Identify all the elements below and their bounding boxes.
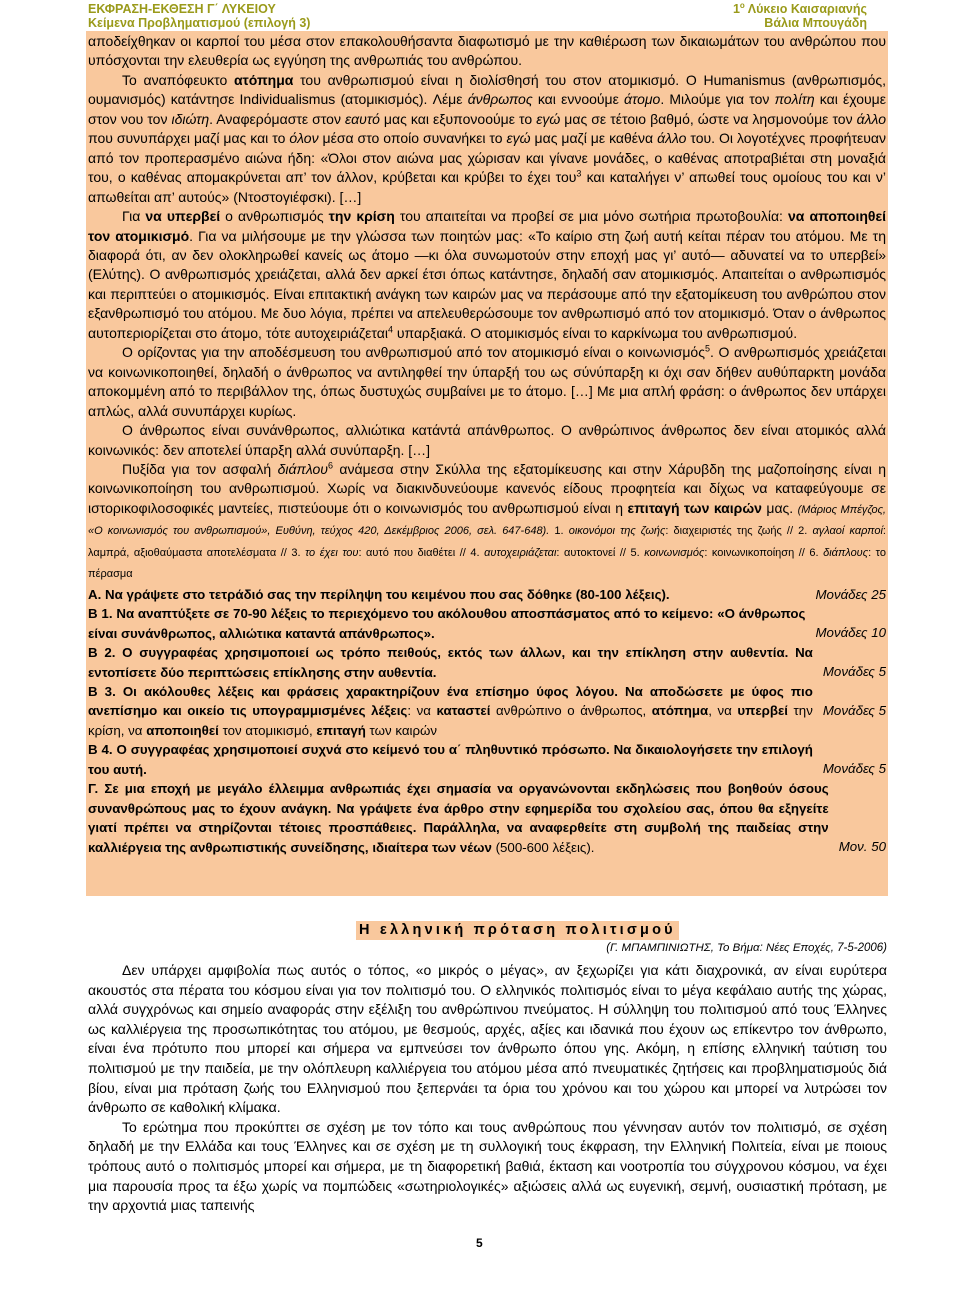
header-school: $1^o$ Λύκειο Καισαριανής xyxy=(732,0,867,16)
paragraph-3: Για να υπερβεί ο ανθρωπισμός την κρίση του απαιτείται να προβεί σε μια μόνο σωτήρια πρωτοβουλία: να αποποιηθεί τον ατομικισμό. Για να μιλήσουμε με την γλώσσα των ποιητών μας: «Το καίριο στη ζωή αυτή κείται πέραν του ατόμου. Με τη διαφορά ότι, αν δεν ολοκληρωθεί κανείς ως άτομο —κι όλα συνωμοτούν στην εποχή μας γι’ αυτό— αδυνατεί να το υπερβεί» (Ελύτης). Ο ανθρωπισμός χρειάζεται, αλλά δεν αρκεί έτσι όπως κατάντησε, δηλαδή σαν ατομικισμός. Απαιτείται ο ανθρωπισμός και περιπτεύει ο ατομικισμός. Είναι επιτακτική ανάγκη των καιρών μας να περάσουμε από την εξατομίκευση του ανθρώπου στον εξανθρωπισμό του ατόμου. Με δυο λόγια, πρέπει να απελευθερώσουμε τον ανθρωπισμό από τον ατομικισμό. Όταν ο άνθρωπος αυτοπεριορίζεται στο άτομο, τότε αυτοχειριάζεται$^4$ υπαρξιακά. Ο ατομικισμός είναι το καρκίνωμα του ανθρωπισμού. xyxy=(88,208,886,341)
article-title: Η ελληνική πρόταση πολιτισμού xyxy=(356,921,679,940)
paragraph-6: Πυξίδα για τον ασφαλή διάπλου$^6$ ανάμεσα στην Σκύλλα της εξατομίκευσης και στην Χάρυβδη της μαζοποίησης είναι η κοινωνικοποίηση του ανθρωπισμού. Χωρίς να διακινδυνεύουμε κανενός είδους προφητεία και δίχως να καταφεύγουμε σε ιστορικοφιλοσοφικές μαντείες, πιστεύουμε ότι ο κοινωνισμός του ανθρωπισμού είναι η επιταγή των καιρών μας. (Μάριος Μπέγζος, «Ο κοινωνισμός του ανθρωπισμού», Ευθύνη, τεύχος 420, Δεκέμβριος 2006, σελ. 647-648). 1. οικονόμοι της ζωής: διαχειριστές της ζωής // 2. αγλαοί καρποί: λαμπρά, αξιοθαύμαστα αποτελέσματα // 3. το έχει του: αυτό που διαθέτει // 4. αυτοχειριάζεται: αυτοκτονεί // 5. κοινωνισμός: κοινωνικοποίηση // 6. διάπλους: το πέρασμα xyxy=(88,460,887,581)
source-citation: (Μάριος Μπέγζος, «Ο κοινωνισμός του ανθρωπισμού», Ευθύνη, τεύχος 420, Δεκέμβριος 2006, σελ. 647-648). xyxy=(88,503,886,538)
article-body xyxy=(88,961,887,1216)
article-paragraph-1: Δεν υπάρχει αμφιβολία πως αυτός ο τόπος, «ο μικρός ο μέγας», αν ξεχωρίζει για κάτι διαχρονικά, αν είναι ευρύτερα ακουστός στα πέρατα του κόσμου είναι για τον πολιτισμό του. Ο ελληνικός πολιτισμός είναι το μέγα κεφάλαιο αυτής της χώρας, αλλά συγχρόνως και σημείο αναφοράς στην εξέλιξη του ανθρώπινου πνεύματος. Η σύλληψη του πολιτισμού από τους Έλληνες ως καλλιέργεια της προσωπικότητας του ατόμου, με θεσμούς, αρχές, αξίες και ιδανικά που έχουν ως επίκεντρο τον άνθρωπο, είναι ένα πρότυπο που μπορεί και σήμερα να εμπνεύσει τον άνθρωπο όπου γης. Ακόμη, η επίσης ελληνική ταύτιση του πολιτισμού με την παιδεία, με την ολόπλευρη καλλιέργεια του ατόμου μέσα από πνευματικές ζητήσεις και προβληματισμούς διά βίου, είναι μια πρόταση ζωής του Ελληνισμού που ξεπερνάει τα όρια του χρόνου και του χώρου και μπορεί να λυτρώσει τον άνθρωπο σε καθολική κλίμακα. xyxy=(88,962,887,1116)
article-paragraph-2: Το ερώτημα που προκύπτει σε σχέση με τον τόπο και τους ανθρώπους που γέννησαν αυτόν τον πολιτισμό, σε σχέση δηλαδή με την Ελλάδα και τους Έλληνες και σε σχέση με τη συλλογική τους έκφραση, την Ελληνική Πολιτεία, είναι με ποιους τρόπους αυτό ο πολιτισμός μπορεί και σήμερα, με τη διαφορετική βαθιά, έκταση και νοοτροπία του σύγχρονου κόσμου, να έχει μια παρουσία προς τα έξω χωρίς να πομπώδεις «σωτηριολογικές» αξιώσεις αλλά ως ευγενική, σεμνή, ουσιαστική πρόταση, με την αρχοντιά μιας ταπεινής xyxy=(88,1118,887,1214)
question-b3: Μονάδες 5 Β 3. Οι ακόλουθες λέξεις και φράσεις χαρακτηρίζουν ένα επίσημο ύφος λόγου. Να αποδώσετε με ύφος πιο ανεπίσημο και οικείο τις υπογραμμισμένες λέξεις: να καταστεί ανθρώπινο ο άνθρωπος, ατόπημα, να υπερβεί την κρίση, να αποποιηθεί τον ατομικισμό, επιταγή των καιρών xyxy=(88,683,886,738)
glossary: 1. οικονόμοι της ζωής: διαχειριστές της ζωής // 2. αγλαοί καρποί: λαμπρά, αξιοθαύμαστα αποτελέσματα // 3. το έχει του: αυτό που διαθέτει // 4. αυτοχειριάζεται: αυτοκτονεί // 5. κοινωνισμός: κοινωνικοποίηση // 6. διάπλους: το πέρασμα xyxy=(88,525,886,581)
paragraph-5: Ο άνθρωπος είναι συνάνθρωπος, αλλιώτικα κατάντά απάνθρωπος. Ο ανθρώπινος άνθρωπος δεν είναι ατομικός αλλά κοινωνικός: δεν αποτελεί ύπαρξη αλλά συνύπαρξη. […] xyxy=(88,422,886,458)
points-b4: Μονάδες 5 xyxy=(822,761,886,777)
points-a: Μονάδες 25 xyxy=(815,586,886,602)
points-g: Μον. 50 xyxy=(838,839,886,855)
text-box xyxy=(86,31,888,896)
points-b3: Μονάδες 5 xyxy=(822,702,886,718)
question-a: Μονάδες 25 Α. Να γράψετε στο τετράδιό σας την περίληψη του κειμένου που σας δόθηκε (80-100 λέξεις). xyxy=(88,585,886,604)
paragraph-2: Το αναπόφευκτο ατόπημα του ανθρωπισμού είναι η διολίσθησή του στον ατομικισμό. Ο Humanismus (ανθρωπισμός, ουμανισμός) κατάντησε Individualismus (ατομικισμός). Λέμε άνθρωπος και εννοούμε άτομο. Μιλούμε για τον πολίτη και έχουμε στον νου τον ιδιώτη. Αναφερόμαστε στον εαυτό μας και εξυπονοούμε το εγώ μας σε τέτοιο βαθμό, ώστε να λησμονούμε τον άλλο που συνυπάρχει μαζί μας και το όλον μέσα στο οποίο συνανήκει το εγώ μας μαζί με καθένα άλλο του. Οι λογοτέχνες προφήτευαν από τον προπερασμένο αιώνα ήδη: «Όλοι στον αιώνα μας χώρισαν και γίνανε μονάδες, ο καθένας αποτραβιέται στη μοναξιά του, ο καθένας απομακρύνεται απ’ τον άλλον, κρύβεται και κρύβει το έχει του$^3$ και καταλήγει ν’ απωθεί τους ομοίους του και ν’ απωθείται απ’ αυτούς» (Ντοστογιέφσκι). […] xyxy=(88,71,887,205)
page-number: 5 xyxy=(476,1236,483,1250)
header-subtitle: Κείμενα Προβληματισμού (επιλογή 3) xyxy=(88,16,311,30)
page-header xyxy=(88,2,867,32)
header-right xyxy=(733,2,867,30)
question-g: Μον. 50 Γ. Σε μια εποχή με μεγάλο έλλειμμα ανθρωπιάς έχει σημασία να οργανώνονται εκδηλώσεις που βοηθούν όσους συνανθρώπους μας το έχουν ανάγκη. Να γράψετε ένα άρθρο στην εφημερίδα του σχολείου σας, όπου θα εξηγείτε γιατί πρέπει να στηρίζονται τέτοιες προσπάθειες. Παράλληλα, να αναφερθείτε στη συμβολή της παιδείας στην καλλιέργεια της ανθρωπιστικής συνείδησης, ιδιαίτερα των νέων (500-600 λέξεις). xyxy=(88,779,886,857)
header-author: Βάλια Μπουγάδη xyxy=(764,16,867,30)
paragraph-4: Ο ορίζοντας για την αποδέσμευση του ανθρωπισμού από τον ατομικισμό είναι ο κοινωνισμός$^5$. Ο ανθρωπισμός χρειάζεται να κοινωνικοποιηθεί, δηλαδή ο άνθρωπος να αντιληφθεί την ύπαρξή του ως σύνύπαρξη κι όχι σαν δήθεν αυθύπαρκτη μονάδα αποκομμένη από το περιβάλλον της, όπως δυστυχώς συμβαίνει με το άτομο. […] Με μια απλή φράση: ο άνθρωπος δεν υπάρχει απλώς, αλλά συνυπάρχει κυρίως. xyxy=(88,343,886,419)
question-b4: Μονάδες 5 Β 4. Ο συγγραφέας χρησιμοποιεί συχνά στο κείμενό του α΄ πληθυντικό πρόσωπο. Να δικαιολογήσετε την επιλογή του αυτή. xyxy=(88,742,886,777)
question-b2: Μονάδες 5 Β 2. Ο συγγραφέας χρησιμοποιεί ως τρόπο πειθούς, εκτός των άλλων, και την επίκληση στην αυθεντία. Να εντοπίσετε δύο περιπτώσεις επίκλησης στην αυθεντία. xyxy=(88,645,886,680)
header-left xyxy=(88,2,310,30)
points-b1: Μονάδες 10 xyxy=(815,625,886,641)
points-b2: Μονάδες 5 xyxy=(822,664,886,680)
header-course: ΕΚΦΡΑΣΗ-ΕΚΘΕΣΗ Γ΄ ΛΥΚΕΙΟΥ xyxy=(88,2,276,16)
question-b1: Μονάδες 10 Β 1. Να αναπτύξετε σε 70-90 λέξεις το περιεχόμενο του ακόλουθου αποσπάσματος από το κείμενο: «Ο άνθρωπος είναι συνάνθρωπος, αλλιώτικα καταντά απάνθρωπος». xyxy=(88,606,886,641)
paragraph-1: αποδείχθηκαν οι καρποί του μέσα στον επακολουθήσαντα διαφωτισμό με την καθιέρωση των δικαιωμάτων του ανθρώπου που υπόσχονται την ελευθερία ως εγγύηση της ανθρωπιάς του ανθρώπου. xyxy=(88,33,886,69)
article-byline: (Γ. ΜΠΑΜΠΙΝΙΩΤΗΣ, Το Βήμα: Νέες Εποχές, 7-5-2006) xyxy=(606,942,887,954)
